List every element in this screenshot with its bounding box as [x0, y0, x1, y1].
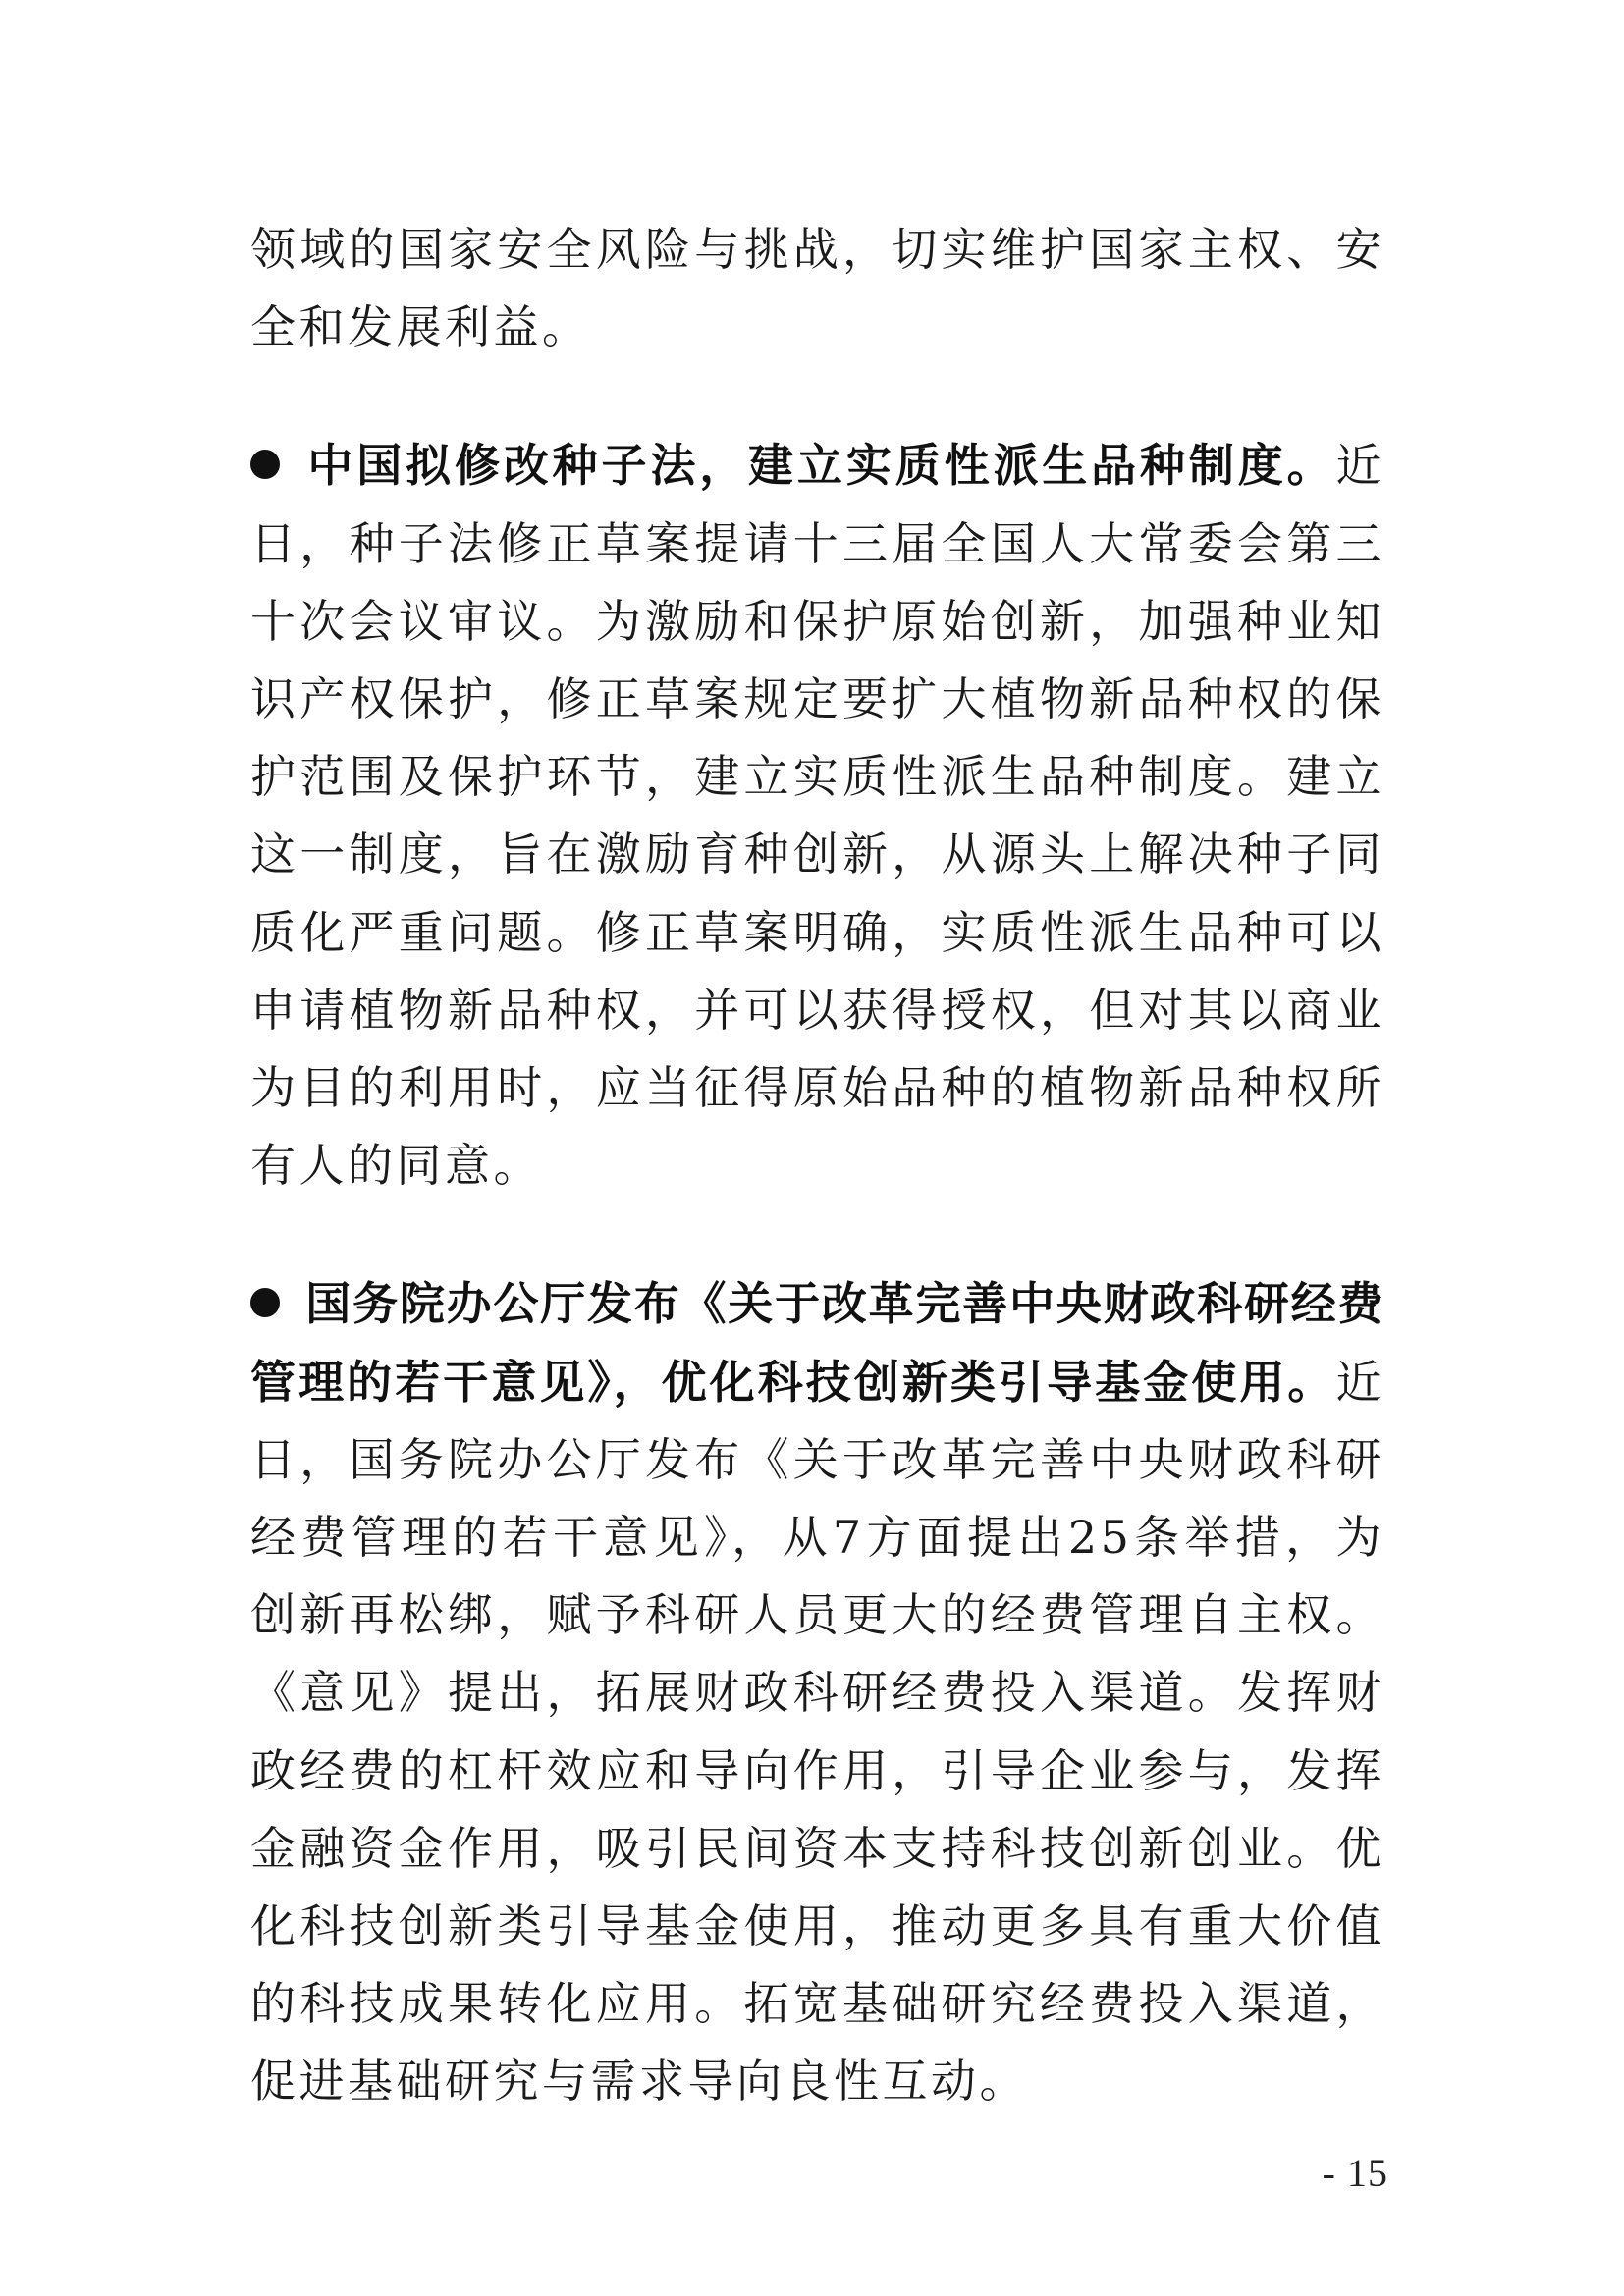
- news-headline: 中国拟修改种子法，建立实质性派生品种制度。: [305, 439, 1336, 493]
- page-number: - 15: [1322, 2151, 1388, 2195]
- news-item-research-funding: [250, 1265, 1384, 2120]
- bullet-icon: [250, 450, 280, 479]
- document-page: [250, 211, 1384, 2182]
- news-headline: 国务院办公厅发布《关于改革完善中央财政科研经费管理的若干意见》，优化科技创新类引导基金使用。: [250, 1277, 1384, 1409]
- news-body: 近日，国务院办公厅发布《关于改革完善中央财政科研经费管理的若干意见》，从7方面提出25条举措，为创新再松绑，赋予科研人员更大的经费管理自主权。《意见》提出，拓展财政科研经费投入渠道。发挥财政经费的杠杆效应和导向作用，引导企业参与，发挥金融资金作用，吸引民间资本支持科技创新创业。优化科技创新类引导基金使用，推动更多具有重大价值的科技成果转化应用。拓宽基础研究经费投入渠道，促进基础研究与需求导向良性互动。: [250, 1355, 1384, 2109]
- news-item-seed-law: [250, 427, 1384, 1204]
- continuation-paragraph: 领域的国家安全风险与挑战，切实维护国家主权、安全和发展利益。: [250, 223, 1384, 354]
- news-paragraph: [250, 427, 1384, 1204]
- news-body: 近日，种子法修正草案提请十三届全国人大常委会第三十次会议审议。为激励和保护原始创新，加强种业知识产权保护，修正草案规定要扩大植物新品种权的保护范围及保护环节，建立实质性派生品种制度。建立这一制度，旨在激励育种创新，从源头上解决种子同质化严重问题。修正草案明确，实质性派生品种可以申请植物新品种权，并可以获得授权，但对其以商业为目的利用时，应当征得原始品种的植物新品种权所有人的同意。: [250, 439, 1384, 1193]
- news-paragraph: [250, 1265, 1384, 2120]
- bullet-icon: [250, 1288, 280, 1317]
